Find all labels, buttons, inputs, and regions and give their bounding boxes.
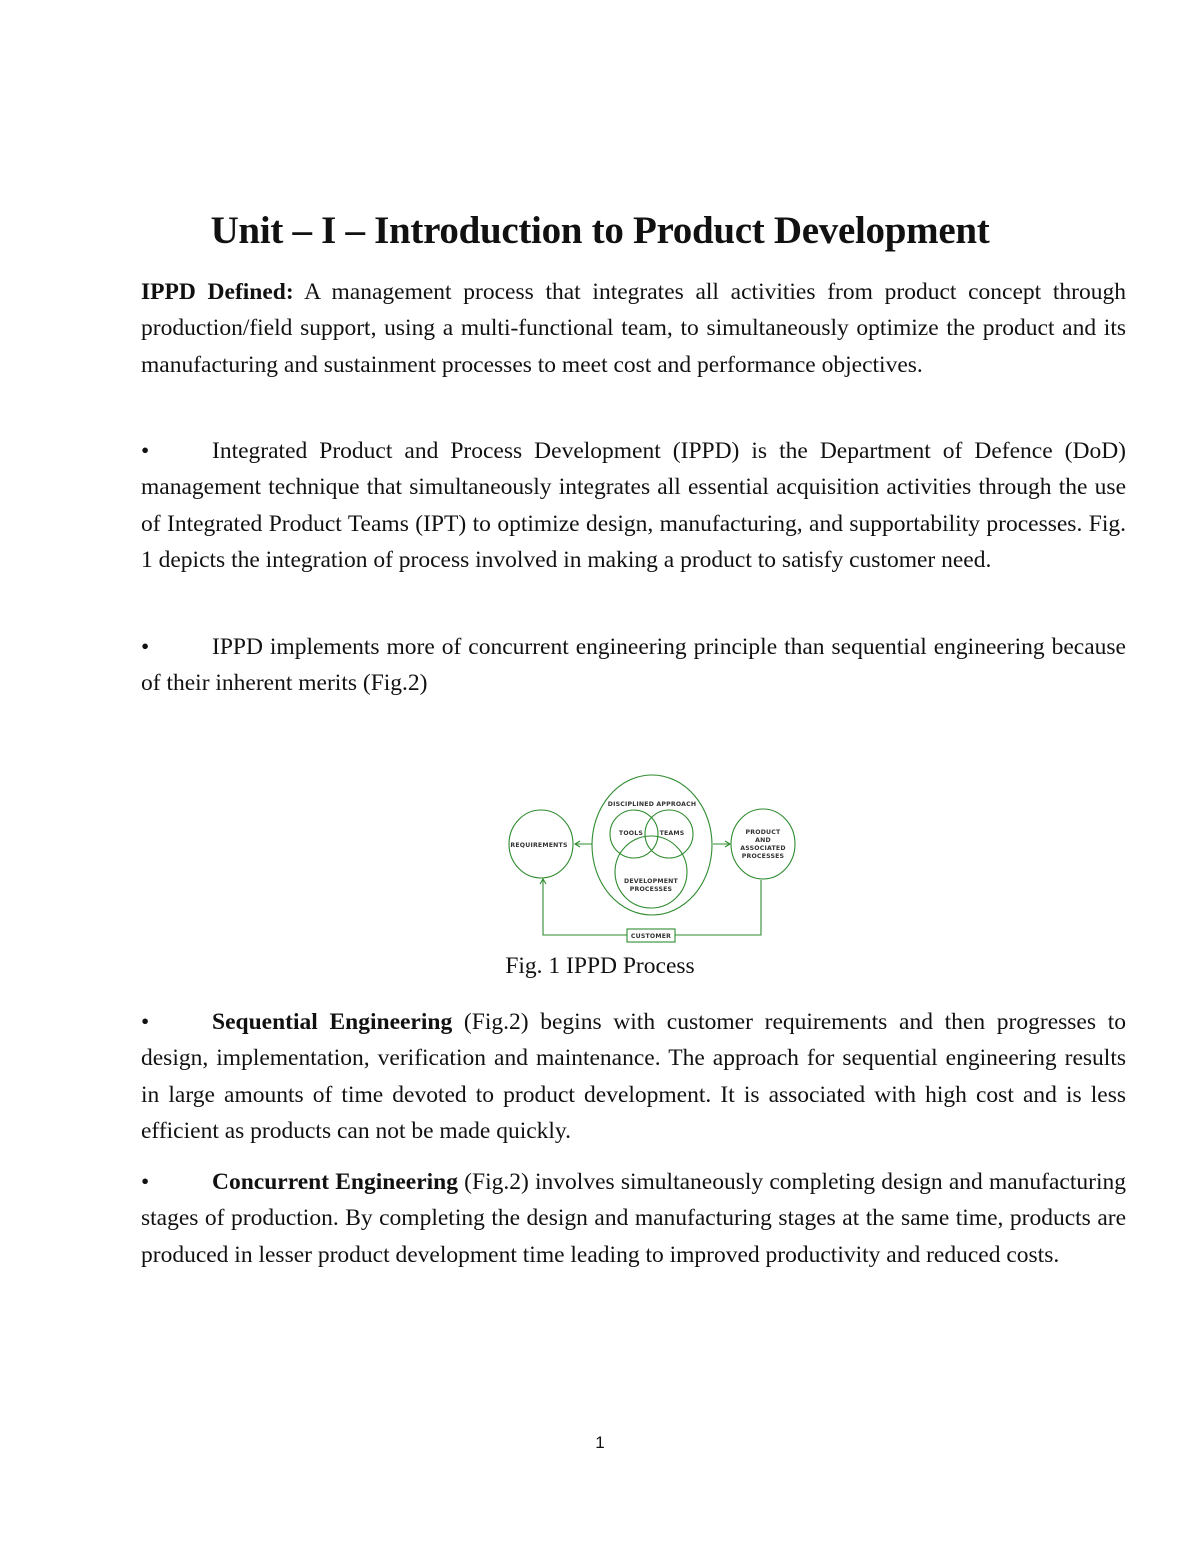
page-title: Unit – I – Introduction to Product Development	[210, 209, 990, 252]
ippd-process-diagram	[505, 772, 800, 950]
development-processes-circle	[615, 836, 687, 908]
requirements-label: REQUIREMENTS	[510, 842, 568, 849]
bullet-item-ippd-dod	[141, 433, 1126, 578]
disciplined-approach-circle	[592, 775, 712, 915]
bullet-marker: •	[141, 1169, 150, 1195]
definition-lead: IPPD Defined:	[141, 279, 294, 305]
figure-caption: Fig. 1 IPPD Process	[505, 953, 695, 979]
bullet-marker: •	[141, 438, 150, 464]
bullet-item-sequential-engineering	[141, 1004, 1126, 1149]
tools-label: TOOLS	[618, 830, 644, 837]
bullet-text: IPPD implements more of concurrent engineering principle than sequential engineering because of their inherent merits (Fig.2)	[141, 634, 1126, 697]
product-circle	[731, 809, 795, 879]
product-label-line3: ASSOCIATED	[740, 845, 786, 852]
development-label-line2: PROCESSES	[629, 886, 673, 893]
definition-text: A management process that integrates all activities from product concept through production/field support, using a multi-functional team, to simultaneously optimize the product and its manufacturing and sustainment processes to meet cost and performance objectives.	[141, 279, 1127, 378]
product-label-line4: PROCESSES	[741, 853, 785, 860]
bullet-text: (Fig.2) begins with customer requirements and then progresses to design, implementation, verification and maintenance. The approach for sequential engineering results in large amounts of time devoted to product development. It is associated with high cost and is less efficient as products can not be made quickly.	[141, 1009, 1126, 1144]
bullet-marker: •	[141, 634, 150, 660]
product-label-line2: AND	[755, 837, 771, 844]
bullet-item-concurrent-principle	[141, 629, 1126, 702]
bullet-item-concurrent-engineering	[141, 1164, 1126, 1273]
product-label-line1: PRODUCT	[745, 829, 781, 836]
page-number: 1	[595, 1433, 605, 1452]
bullet-lead: Sequential Engineering	[212, 1009, 453, 1035]
ippd-definition-paragraph	[141, 274, 1126, 383]
teams-label: TEAMS	[659, 830, 685, 837]
bullet-text: (Fig.2) involves simultaneously completing design and manufacturing stages of production. By completing the design and manufacturing stages at the same time, products are produced in lesser product development time leading to improved productivity and reduced costs.	[141, 1169, 1126, 1268]
bullet-text: Integrated Product and Process Development (IPPD) is the Department of Defence (DoD) management technique that simultaneously integrates all essential acquisition activities through the use of Integrated Product Teams (IPT) to optimize design, manufacturing, and supportability processes. Fig. 1 depicts the integration of process involved in making a product to satisfy customer need.	[141, 438, 1126, 573]
development-label-line1: DEVELOPMENT	[624, 878, 678, 885]
bullet-lead: Concurrent Engineering	[212, 1169, 458, 1195]
bullet-marker: •	[141, 1009, 150, 1035]
customer-label: CUSTOMER	[630, 933, 672, 940]
customer-loop-left	[543, 879, 627, 935]
customer-loop-right	[675, 880, 761, 935]
disciplined-approach-label: DISCIPLINED APPROACH	[607, 801, 697, 808]
